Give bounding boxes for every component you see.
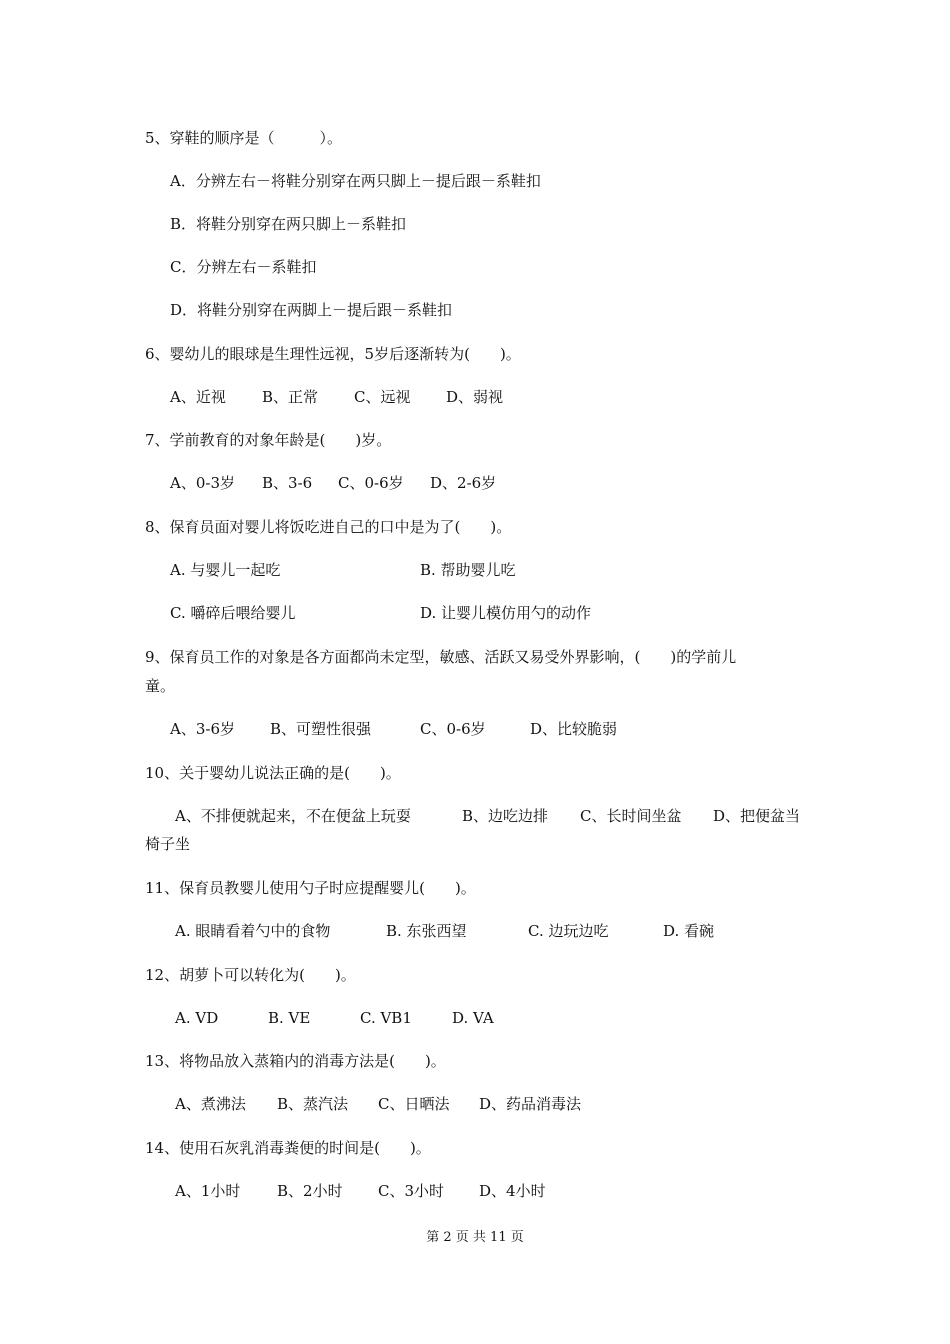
question-8-option-d: D. 让婴儿模仿用勺的动作 <box>420 604 592 622</box>
question-9-option-b: B、可塑性很强 <box>270 720 372 738</box>
question-11: 11、保育员教婴儿使用勺子时应提醒婴儿( )。 <box>145 879 476 897</box>
question-5: 5、穿鞋的顺序是（ ）。 <box>145 129 343 147</box>
question-7-option-b: B、3-6 <box>262 474 313 492</box>
question-10-option-d: D、把便盆当 <box>713 807 801 825</box>
question-8: 8、保育员面对婴儿将饭吃进自己的口中是为了( )。 <box>145 518 512 536</box>
question-9-option-d: D、比较脆弱 <box>530 720 618 738</box>
question-11-option-d: D. 看碗 <box>663 922 715 940</box>
question-11-option-c: C. 边玩边吃 <box>528 922 609 940</box>
question-7: 7、学前教育的对象年龄是( )岁。 <box>145 431 392 449</box>
question-9-line-1: 9、保育员工作的对象是各方面都尚未定型，敏感、活跃又易受外界影响，( )的学前儿 <box>145 648 737 666</box>
question-14-option-c: C、3小时 <box>378 1182 445 1200</box>
question-14-option-a: A、1小时 <box>175 1182 241 1200</box>
question-5-option-b: B．将鞋分别穿在两只脚上－系鞋扣 <box>170 215 407 233</box>
question-7-option-d: D、2-6岁 <box>430 474 497 492</box>
question-6-option-a: A、近视 <box>170 388 226 406</box>
question-13-option-d: D、药品消毒法 <box>479 1095 582 1113</box>
question-8-option-c: C. 嚼碎后喂给婴儿 <box>170 604 296 622</box>
question-12-option-c: C. VB1 <box>360 1009 412 1027</box>
question-11-option-b: B. 东张西望 <box>386 922 467 940</box>
question-12-option-b: B. VE <box>268 1009 311 1027</box>
question-8-option-a: A. 与婴儿一起吃 <box>170 561 281 579</box>
question-5-option-d: D．将鞋分别穿在两脚上－提后跟－系鞋扣 <box>170 301 453 319</box>
question-5-option-a: A．分辨左右－将鞋分别穿在两只脚上－提后跟－系鞋扣 <box>170 172 541 190</box>
question-12-option-a: A. VD <box>175 1009 219 1027</box>
question-14-option-d: D、4小时 <box>479 1182 546 1200</box>
question-12-option-d: D. VA <box>452 1009 494 1027</box>
question-13-option-c: C、日晒法 <box>378 1095 450 1113</box>
question-8-option-b: B. 帮助婴儿吃 <box>420 561 516 579</box>
question-6-option-c: C、远视 <box>354 388 411 406</box>
question-11-option-a: A. 眼睛看着勺中的食物 <box>175 922 331 940</box>
question-9-line-2: 童。 <box>145 677 176 695</box>
question-13-option-b: B、蒸汽法 <box>277 1095 349 1113</box>
question-9-option-a: A、3-6岁 <box>170 720 235 738</box>
question-14-option-b: B、2小时 <box>277 1182 343 1200</box>
question-10-option-b: B、边吃边排 <box>462 807 549 825</box>
question-14: 14、使用石灰乳消毒粪便的时间是( )。 <box>145 1139 431 1157</box>
question-9-option-c: C、0-6岁 <box>420 720 486 738</box>
question-13: 13、将物品放入蒸箱内的消毒方法是( )。 <box>145 1052 446 1070</box>
question-10-option-c: C、长时间坐盆 <box>580 807 682 825</box>
question-6: 6、婴幼儿的眼球是生理性远视，5岁后逐渐转为( )。 <box>145 345 521 363</box>
question-10: 10、关于婴幼儿说法正确的是( )。 <box>145 764 401 782</box>
question-10-option-a: A、不排便就起来，不在便盆上玩耍 <box>175 807 411 825</box>
question-12: 12、胡萝卜可以转化为( )。 <box>145 966 356 984</box>
question-13-option-a: A、煮沸法 <box>175 1095 246 1113</box>
question-6-option-b: B、正常 <box>262 388 319 406</box>
question-7-option-c: C、0-6岁 <box>338 474 404 492</box>
question-5-option-c: C．分辨左右－系鞋扣 <box>170 258 317 276</box>
page-number-footer: 第 2 页 共 11 页 <box>426 1230 524 1245</box>
question-7-option-a: A、0-3岁 <box>170 474 235 492</box>
question-10-option-d-wrap: 椅子坐 <box>145 835 191 853</box>
question-6-option-d: D、弱视 <box>446 388 504 406</box>
